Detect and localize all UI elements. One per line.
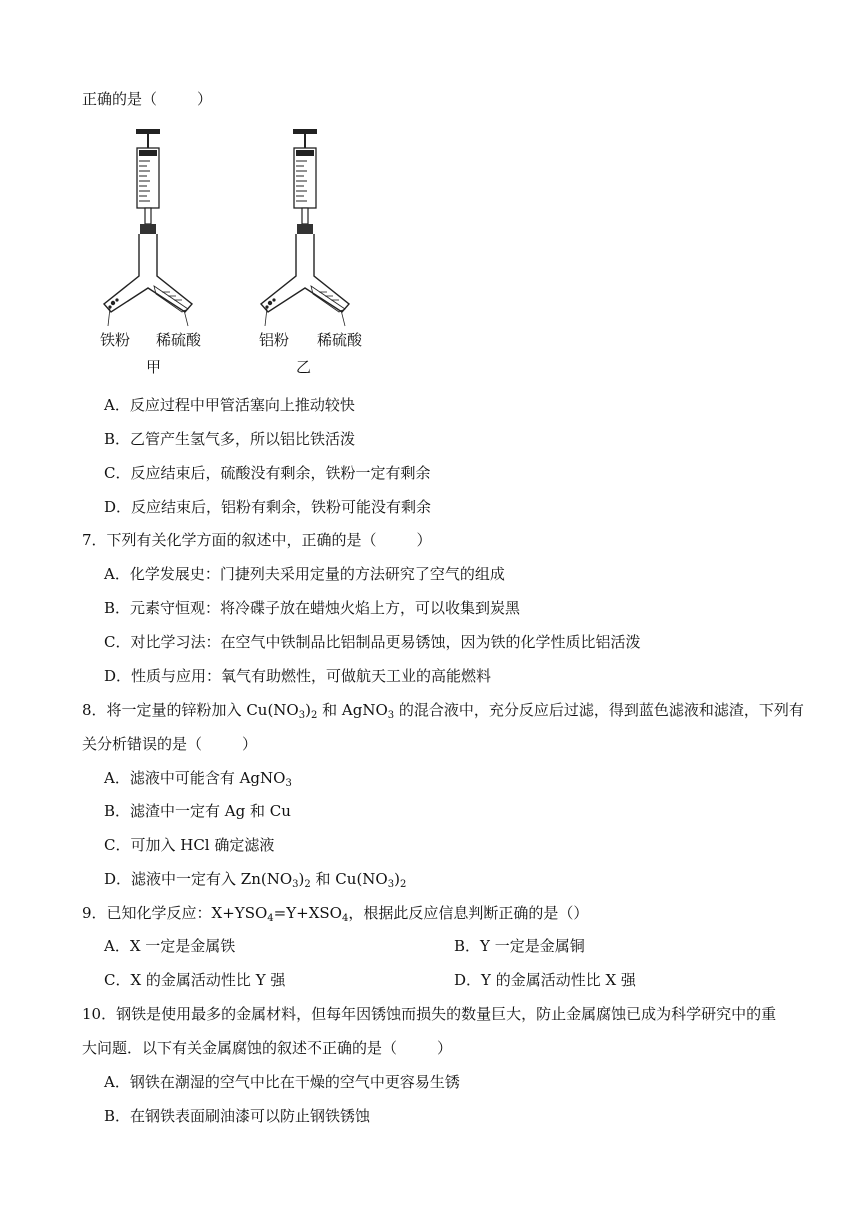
- q7-option-c[interactable]: C．对比学习法：在空气中铁制品比铝制品更易锈蚀，因为铁的化学性质比铝活泼: [104, 633, 641, 651]
- yi-caption: 乙: [296, 358, 312, 376]
- jia-right-label: 稀硫酸: [156, 331, 202, 349]
- q7-option-a[interactable]: A．化学发展史：门捷列夫采用定量的方法研究了空气的组成: [104, 565, 505, 583]
- apparatus-yi: [259, 129, 363, 376]
- q10-option-b[interactable]: B．在钢铁表面刷油漆可以防止钢铁锈蚀: [104, 1107, 371, 1125]
- yi-left-label: 铝粉: [259, 331, 290, 349]
- q8-stem-line1: 8．将一定量的锌粉加入 $Cu(NO_3)_2$ 和 AgNO$_3$ 的混合液中，充分反应后过滤，得到蓝色滤液和滤渣，下列有: [82, 701, 804, 721]
- yi-right-label: 稀硫酸: [317, 331, 363, 349]
- q9-option-d[interactable]: D．Y 的金属活动性比 X 强: [454, 971, 636, 989]
- q8-option-a[interactable]: A．滤液中可能含有 AgNO$_3$: [104, 769, 292, 789]
- q8-option-d[interactable]: D．滤液中一定有入 $Zn(NO_3)_2$ 和 $Cu(NO_3)_2$: [104, 870, 407, 890]
- q10-stem-line1: 10．钢铁是使用最多的金属材料，但每年因锈蚀而损失的数量巨大，防止金属腐蚀已成为科学研究中的重: [82, 1005, 777, 1023]
- syringe-apparatus-figure: [96, 126, 396, 378]
- jia-left-label: 铁粉: [100, 331, 131, 349]
- q8-stem-line2: 关分析错误的是（ ）: [82, 735, 258, 753]
- q6-option-b[interactable]: B．乙管产生氢气多，所以铝比铁活泼: [104, 430, 356, 448]
- apparatus-jia: [100, 129, 202, 376]
- q7-stem: 7．下列有关化学方面的叙述中，正确的是（ ）: [82, 531, 432, 549]
- q6-stem: 正确的是（ ）: [82, 90, 213, 108]
- q8-option-c[interactable]: C．可加入 HCl 确定滤液: [104, 836, 275, 854]
- jia-caption: 甲: [146, 358, 162, 376]
- q7-option-d[interactable]: D．性质与应用：氧气有助燃性，可做航天工业的高能燃料: [104, 667, 492, 685]
- q8-option-b[interactable]: B．滤渣中一定有 Ag 和 Cu: [104, 802, 291, 820]
- q6-option-a[interactable]: A．反应过程中甲管活塞向上推动较快: [104, 396, 355, 414]
- q9-stem: 9．已知化学反应：$X+YSO_4=Y+XSO_4$，根据此反应信息判断正确的是（）: [82, 904, 589, 924]
- q9-option-a[interactable]: A．X 一定是金属铁: [104, 937, 236, 955]
- q6-option-c[interactable]: C．反应结束后，硫酸没有剩余，铁粉一定有剩余: [104, 464, 431, 482]
- q10-stem-line2: 大问题．以下有关金属腐蚀的叙述不正确的是（ ）: [82, 1039, 453, 1057]
- q6-option-d[interactable]: D．反应结束后，铝粉有剩余，铁粉可能没有剩余: [104, 498, 432, 516]
- q9-option-b[interactable]: B．Y 一定是金属铜: [454, 937, 585, 955]
- q7-option-b[interactable]: B．元素守恒观：将冷碟子放在蜡烛火焰上方，可以收集到炭黑: [104, 599, 521, 617]
- q9-option-c[interactable]: C．X 的金属活动性比 Y 强: [104, 971, 286, 989]
- q10-option-a[interactable]: A．钢铁在潮湿的空气中比在干燥的空气中更容易生锈: [104, 1073, 460, 1091]
